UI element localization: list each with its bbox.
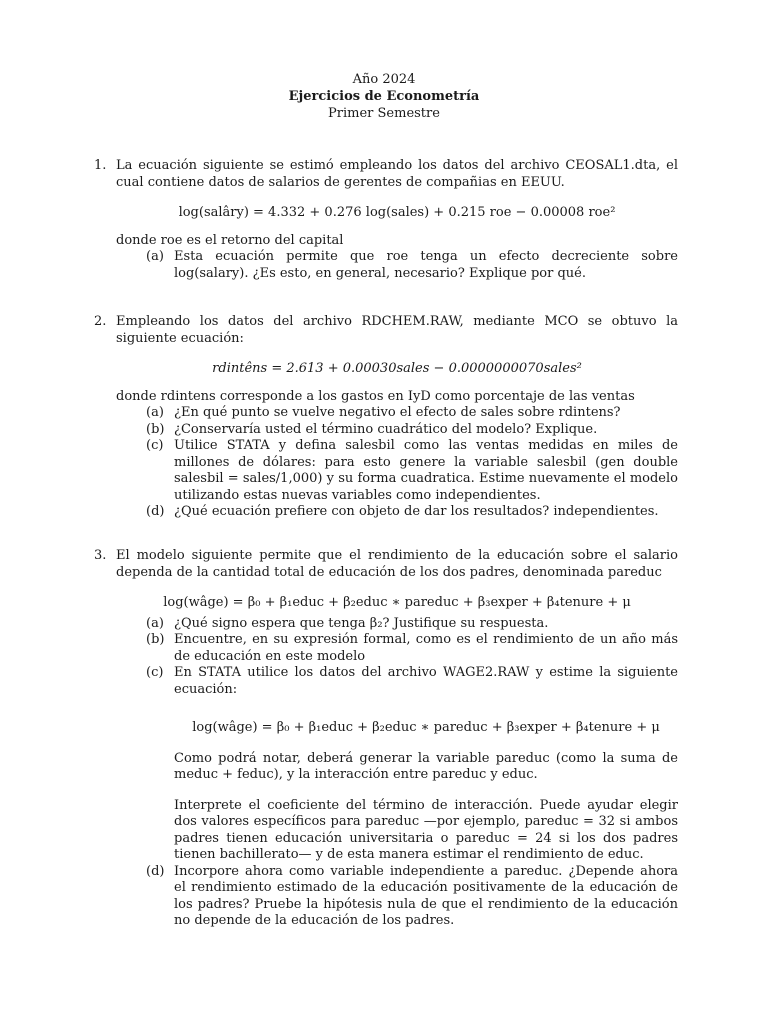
exercise-note: donde rdintens corresponde a los gastos en IyD como porcentaje de las ventas: [116, 388, 635, 404]
sub-item-a: [146, 249, 678, 282]
equation-2: rdintêns = 2.613 + 0.00030sales − 0.0000000070sales²: [212, 361, 582, 376]
sub-item-label: (a): [146, 249, 164, 264]
equation-1: log(salâry) = 4.332 + 0.276 log(sales) + 0.215 roe − 0.00008 roe²: [178, 205, 616, 220]
sub-item-label: (c): [146, 665, 164, 680]
sub-item-label: (a): [146, 405, 164, 420]
sub-item-label: (c): [146, 438, 164, 453]
exercise-1: [94, 158, 678, 282]
sub-item-b: [146, 632, 678, 665]
sub-item-d: [146, 864, 678, 930]
exercise-number: 2.: [94, 314, 107, 329]
header-year: Año 2024: [352, 72, 416, 87]
sub-item-label: (b): [146, 632, 165, 647]
sub-item-label: (a): [146, 615, 164, 631]
exercise-3: [94, 548, 678, 930]
sub-item-text: ¿Qué ecuación prefiere con objeto de dar los resultados? independientes.: [174, 504, 659, 519]
sub-item-text: ¿Qué signo espera que tenga β₂? Justifique su respuesta.: [174, 615, 549, 631]
exercise-2: [94, 314, 678, 521]
exercise-number: 3.: [94, 548, 107, 563]
sub-item-label: (d): [146, 863, 165, 879]
sub-item-c: [146, 438, 678, 504]
document-header: [0, 72, 768, 123]
header-semester: Primer Semestre: [328, 106, 440, 121]
header-title: Ejercicios de Econometría: [288, 89, 480, 104]
sub-item-a: [146, 405, 678, 422]
exercise-intro: Empleando los datos del archivo RDCHEM.RAW, mediante MCO se obtuvo la siguiente ecuación:: [116, 314, 678, 346]
sub-item-text: Incorpore ahora como variable independiente a pareduc. ¿Depende ahora el rendimiento estimado de la educación positivamente de la educación de los padres? Pruebe la hipótesis nula de que el rendimiento de la educación no depende de la educación de los padres.: [174, 863, 678, 928]
sub-item-text: ¿Conservaría usted el término cuadrático del modelo? Explique.: [174, 421, 598, 437]
sub-item-label: (b): [146, 421, 165, 437]
exercise-number: 1.: [94, 158, 107, 173]
sub-item-text: En STATA utilice los datos del archivo WAGE2.RAW y estime la siguiente ecuación:: [174, 665, 678, 697]
sub-item-text: ¿En qué punto se vuelve negativo el efecto de sales sobre rdintens?: [174, 405, 621, 420]
sub-item-a: [146, 616, 678, 633]
sub-item-text: Utilice STATA y defina salesbil como las ventas medidas en miles de millones de dólares: para esto genere la variable salesbil (gen double salesbil = sales/1,000) y su forma cuadratica. Estime nuevamente el modelo utilizando estas nuevas variables como independientes.: [174, 438, 678, 503]
equation-3: log(wâge) = β₀ + β₁educ + β₂educ ∗ pareduc + β₃exper + β₄tenure + μ: [163, 595, 631, 610]
exercise-note: donde roe es el retorno del capital: [116, 232, 344, 248]
sub-item-b: [146, 422, 678, 439]
exercise-intro: La ecuación siguiente se estimó empleando los datos del archivo CEOSAL1.dta, el cual contiene datos de salarios de gerentes de compañias en EEUU.: [116, 158, 678, 190]
sub-item-text: Encuentre, en su expresión formal, como es el rendimiento de un año más de educación en este modelo: [174, 632, 678, 664]
sub-item-d: [146, 504, 678, 521]
c-paragraph-2: Interprete el coeficiente del término de interacción. Puede ayudar elegir dos valores específicos para pareduc —por ejemplo, pareduc = 32 si ambos padres tienen educación universitaria o pareduc = 24 si los dos padres tienen bachillerato— y de esta manera estimar el rendimiento de educ.: [174, 797, 678, 862]
sub-item-c: [146, 665, 678, 864]
sub-item-label: (d): [146, 504, 165, 519]
exercise-intro: El modelo siguiente permite que el rendimiento de la educación sobre el salario dependa de la cantidad total de educación de los dos padres, denominada pareduc: [116, 548, 678, 580]
equation-3c: log(wâge) = β₀ + β₁educ + β₂educ ∗ pareduc + β₃exper + β₄tenure + μ: [192, 720, 660, 735]
c-paragraph-1: Como podrá notar, deberá generar la variable pareduc (como la suma de meduc + feduc), y la interacción entre pareduc y educ.: [174, 750, 678, 782]
sub-item-text: Esta ecuación permite que roe tenga un efecto decreciente sobre log(salary). ¿Es esto, en general, necesario? Explique por qué.: [174, 249, 678, 281]
